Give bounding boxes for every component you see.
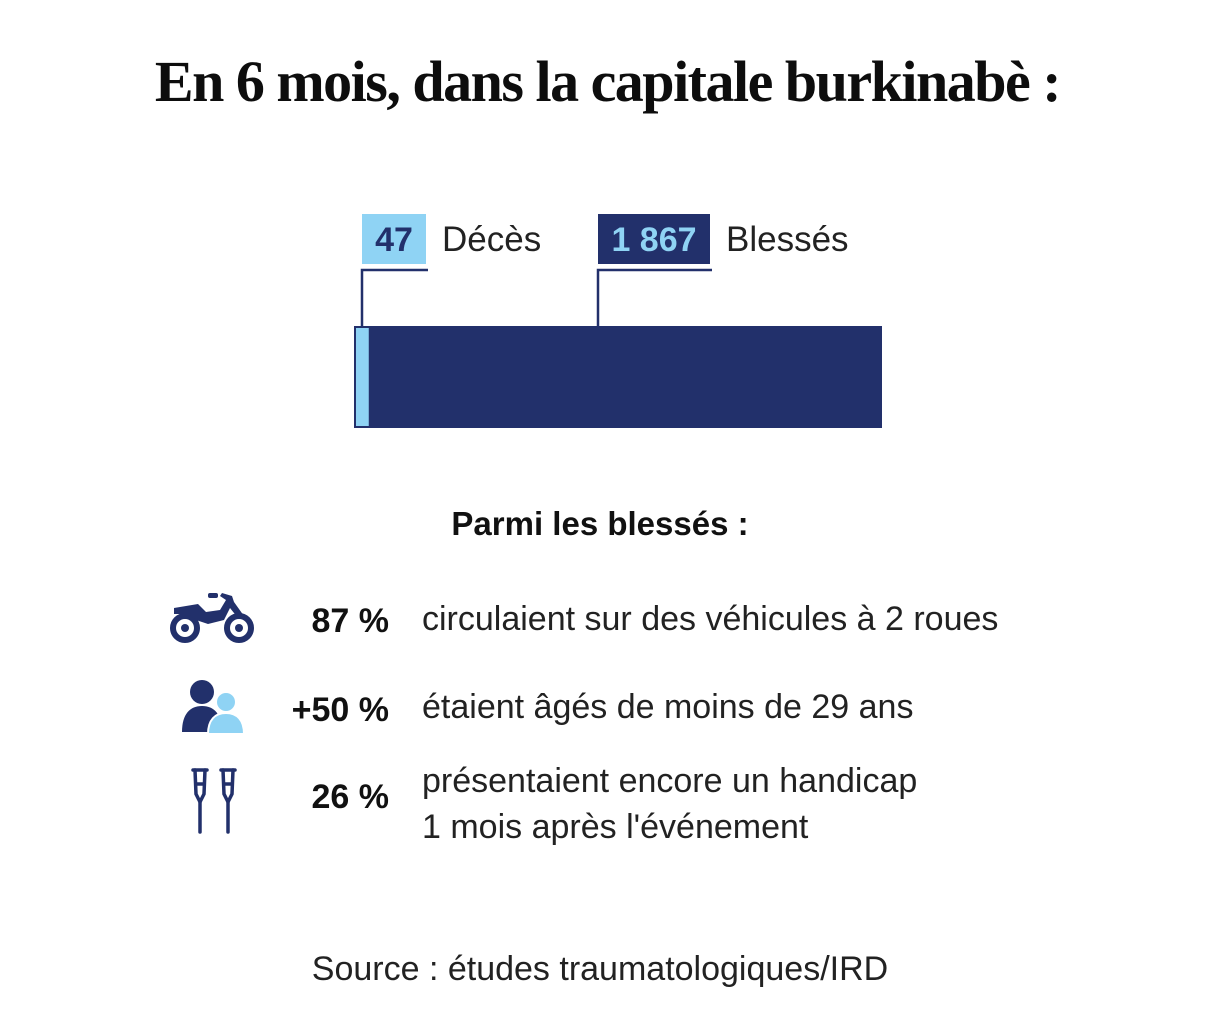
page-title: En 6 mois, dans la capitale burkinabè :: [154, 49, 1061, 114]
crutches-icon: [190, 766, 240, 838]
stat-value: +50 %: [291, 691, 389, 729]
value-label-deaths: 47: [375, 221, 413, 259]
stat-description-line: présentaient encore un handicap: [422, 762, 918, 800]
stat-description-line: circulaient sur des véhicules à 2 roues: [422, 600, 999, 638]
leader-lines: [362, 270, 712, 328]
stat-value: 87 %: [311, 602, 389, 640]
source-note: Source : études traumatologiques/IRD: [311, 950, 889, 988]
leader-line-deaths: [362, 270, 428, 328]
bar-segment-deaths: [356, 328, 369, 426]
stacked-bar: [354, 326, 882, 428]
leader-line-injuries: [598, 270, 712, 328]
bar-segment-injuries: [369, 328, 880, 426]
value-label-injuries: 1 867: [611, 221, 697, 259]
stat-description: [422, 596, 998, 642]
people-icon: [180, 678, 250, 738]
stat-description: [422, 758, 917, 850]
motorcycle-icon: [168, 590, 258, 648]
bar-labels: [362, 214, 849, 264]
deaths-injuries-bar-chart: [340, 200, 900, 440]
stat-description: [422, 684, 913, 730]
stat-description-line: étaient âgés de moins de 29 ans: [422, 688, 914, 726]
category-label-deaths: Décès: [442, 220, 542, 259]
subheading: Parmi les blessés :: [451, 505, 749, 542]
stat-value: 26 %: [311, 778, 389, 816]
category-label-injuries: Blessés: [726, 220, 849, 259]
stat-description-line: 1 mois après l'événement: [422, 808, 809, 846]
